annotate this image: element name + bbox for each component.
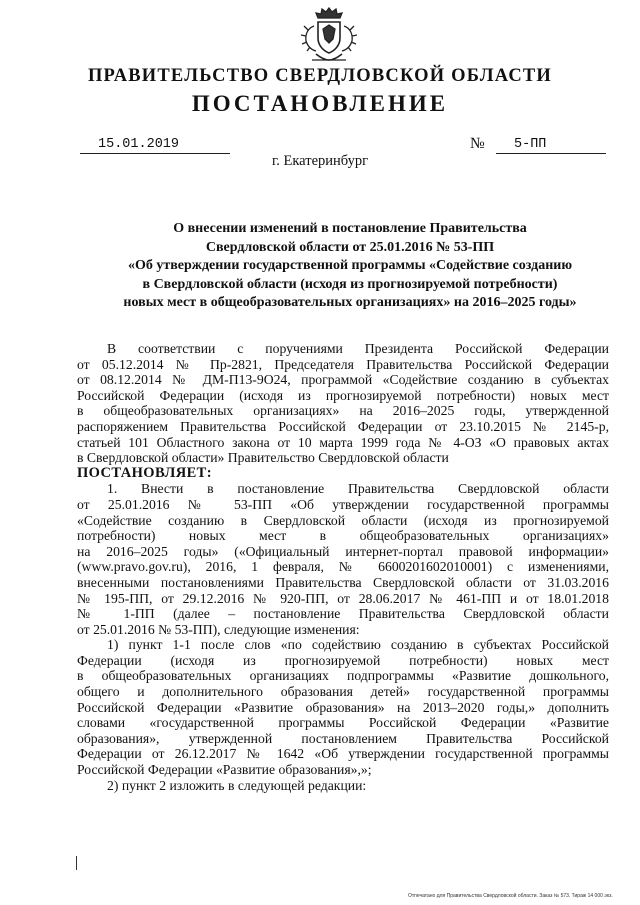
government-name: ПРАВИТЕЛЬСТВО СВЕРДЛОВСКОЙ ОБЛАСТИ xyxy=(87,66,553,86)
text-line: Федерации (исходя из прогнозируемой потребности) новых мест xyxy=(77,652,609,668)
resolves-heading: ПОСТАНОВЛЯЕТ: xyxy=(77,464,212,481)
text-line: внесенными постановлениями Правительства Свердловской области от 31.03.2016 xyxy=(77,574,609,590)
print-footer: Отпечатано для Правительства Свердловской области. Заказ № 573. Тираж 14 000 экз. xyxy=(408,893,613,899)
text-line: в общеобразовательных организациях подпрограммы «Развитие дошкольного, xyxy=(77,668,609,684)
preamble xyxy=(77,341,609,466)
title-line: О внесении изменений в постановление Правительства xyxy=(173,221,527,236)
text-line: Российской Федерации «Развитие образования» на 2013–2020 годы,» дополнить xyxy=(77,699,609,715)
document-type: ПОСТАНОВЛЕНИЕ xyxy=(191,91,449,116)
document-title xyxy=(100,220,600,313)
text-line: от 08.12.2014 № ДМ-П13-9О24, программой «Содействие созданию в субъектах xyxy=(77,372,609,388)
document-date: 15.01.2019 xyxy=(80,137,230,154)
document-body xyxy=(77,341,609,793)
text-line: от 25.01.2016 № 53-ПП), следующие изменения: xyxy=(77,621,360,637)
text-line: общего и дополнительного образования детей» государственной программы xyxy=(77,684,609,700)
city: г. Екатеринбург xyxy=(271,153,369,169)
text-line: № 195-ПП, от 29.12.2016 № 920-ПП, от 28.06.2017 № 461-ПП и от 18.01.2018 xyxy=(77,590,609,606)
text-line: потребности) новых мест в общеобразовательных организациях» xyxy=(77,528,609,544)
text-line: словами «государственной программы Российской Федерации «Развитие xyxy=(77,715,609,731)
text-line: Российской Федерации «Развитие образования»,»; xyxy=(77,762,372,778)
document-number: 5-ПП xyxy=(496,137,606,154)
text-line: образования», утвержденной постановлением Правительства Российской xyxy=(77,730,609,746)
text-line: на 2016–2025 годы» («Официальный интернет-портал правовой информации» xyxy=(77,543,609,559)
title-line: новых мест в общеобразовательных организациях» на 2016–2025 годы» xyxy=(123,295,577,311)
title-line: «Об утверждении государственной программы «Содействие созданию xyxy=(127,258,573,274)
number-label: № xyxy=(470,135,485,152)
text-line: от 25.01.2016 № 53-ПП «Об утверждении государственной программы xyxy=(77,496,609,512)
text-line: (www.pravo.gov.ru), 2016, 1 февраля, № 6600201602010001) с изменениями, xyxy=(77,559,609,575)
text-line: в Свердловской области» Правительство Свердловской области xyxy=(77,450,449,466)
text-line: распоряжением Правительства Российской Федерации от 23.10.2015 № 2145-р, xyxy=(77,418,609,434)
sub-item-1 xyxy=(77,637,609,777)
text-line: статьей 101 Областного закона от 10 марта 1999 года № 4-ОЗ «О правовых актах xyxy=(77,434,609,450)
margin-mark xyxy=(76,856,77,870)
sub-item-2 xyxy=(77,778,609,794)
text-line: «Содействие созданию в Свердловской области (исходя из прогнозируемой xyxy=(77,512,609,528)
coat-of-arms-icon xyxy=(298,4,360,66)
text-line: 1. Внести в постановление Правительства Свердловской области xyxy=(107,481,609,497)
title-line: в Свердловской области (исходя из прогнозируемой потребности) xyxy=(142,276,558,292)
item-1 xyxy=(77,481,609,637)
text-line: Федерации от 26.12.2017 № 1642 «Об утверждении государственной программы xyxy=(77,746,609,762)
title-line: Свердловской области от 25.01.2016 № 53-ПП xyxy=(205,239,495,255)
text-line: Российской Федерации (исходя из прогнозируемой потребности) новых мест xyxy=(77,387,609,403)
text-line: в общеобразовательных организациях» на 2016–2025 годы, утвержденной xyxy=(77,403,609,419)
text-line: от 05.12.2014 № Пр-2821, Председателя Правительства Российской Федерации xyxy=(77,356,609,372)
text-line: № 1-ПП (далее – постановление Правительства Свердловской области xyxy=(77,606,609,622)
text-line: В соответствии с поручениями Президента Российской Федерации xyxy=(107,341,609,356)
text-line: 2) пункт 2 изложить в следующей редакции: xyxy=(107,777,367,793)
text-line: 1) пункт 1-1 после слов «по содействию созданию в субъектах Российской xyxy=(107,637,609,653)
